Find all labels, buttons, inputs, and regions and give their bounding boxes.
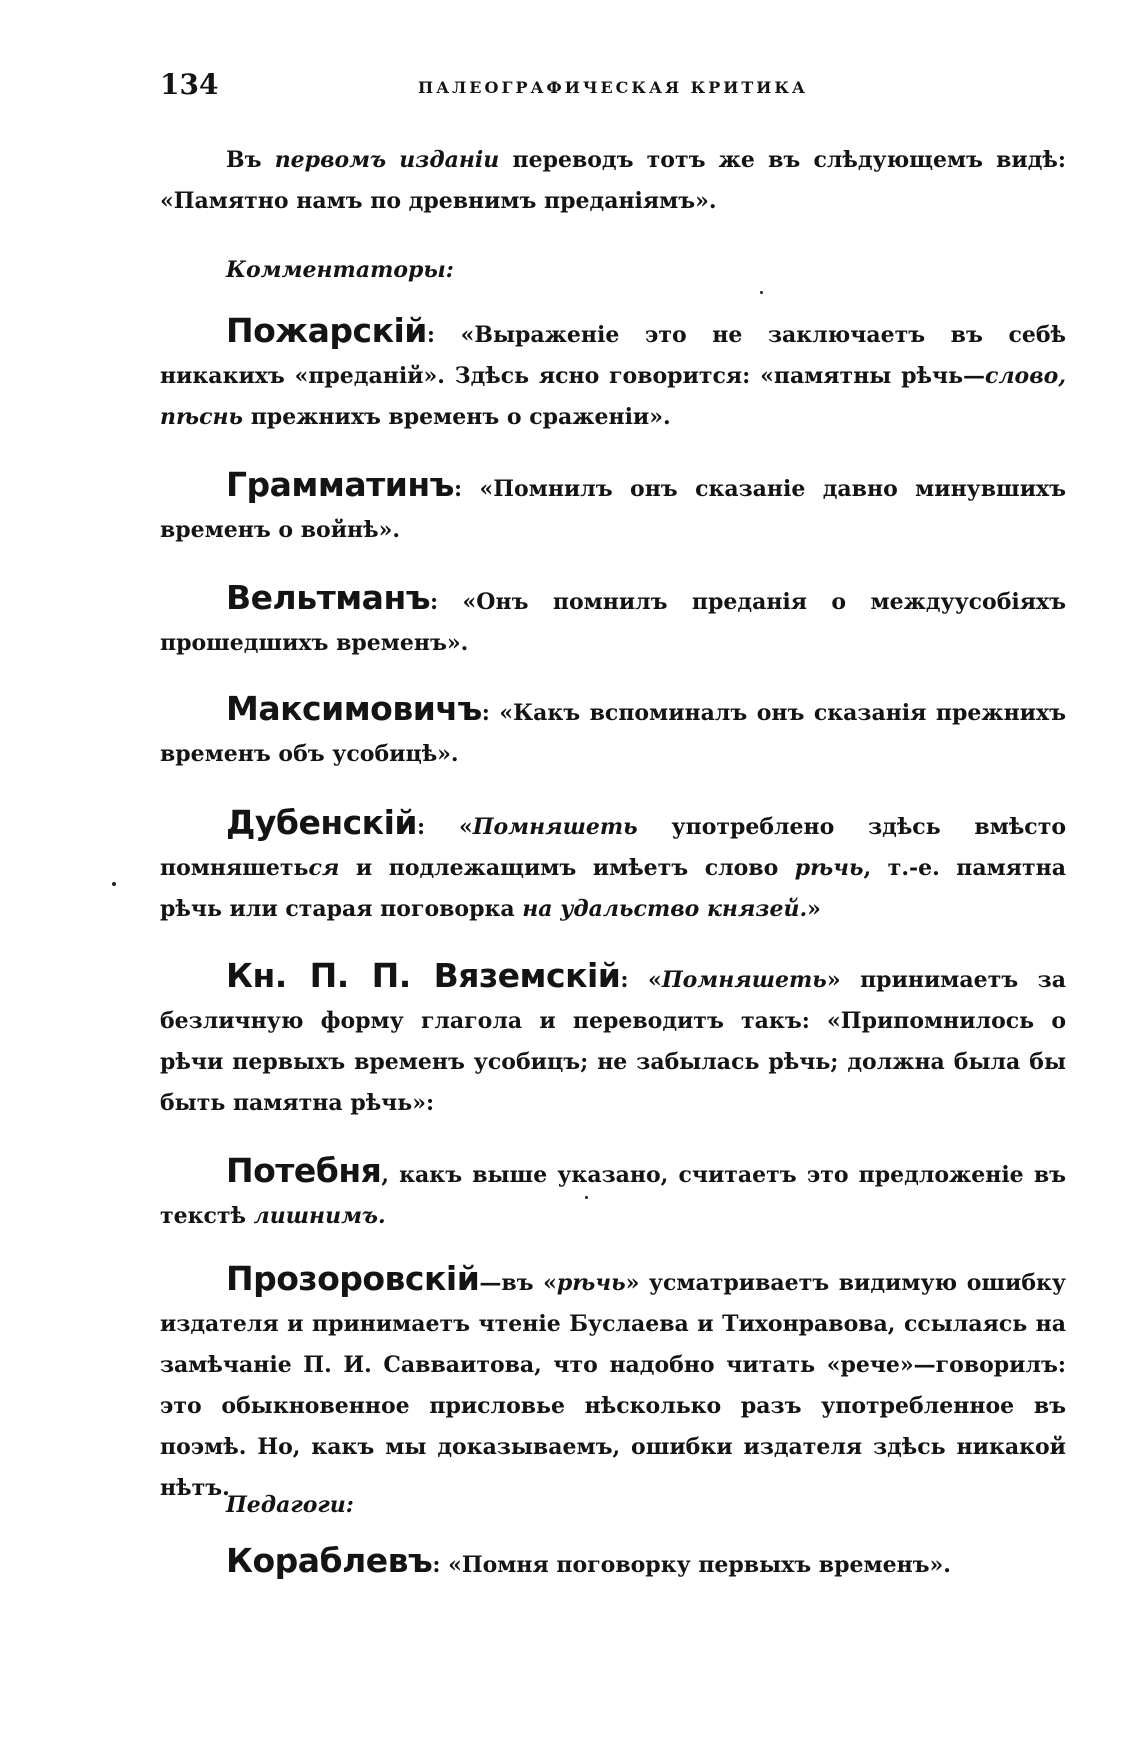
entry-italic: слово, пѣснь bbox=[160, 363, 1066, 430]
commentator-name: Максимовичъ bbox=[226, 689, 482, 728]
entry-text: » принимаетъ за безличную форму глагола и переводитъ такъ: «Припомнилось о рѣчи первыхъ временъ усобицъ; не забылась рѣчь; должна была бы быть памятна рѣчь»: bbox=[160, 967, 1066, 1116]
page-number: 134 bbox=[160, 68, 219, 101]
entry-grammatin bbox=[160, 464, 1066, 551]
intro-text-2: переводъ тотъ же въ слѣдующемъ видѣ: «Памятно намъ по древнимъ преданіямъ». bbox=[160, 147, 1066, 214]
scan-speck bbox=[585, 1196, 588, 1199]
intro-italic: первомъ изданіи bbox=[274, 147, 500, 173]
intro-paragraph bbox=[160, 140, 1066, 222]
entry-text: —въ « bbox=[479, 1270, 557, 1296]
entry-italic: Помняшеть bbox=[472, 814, 638, 840]
entry-text: » bbox=[807, 896, 821, 922]
intro-text-1: Въ bbox=[226, 147, 275, 173]
entry-text: : « bbox=[417, 814, 473, 840]
entry-text: употреблено здѣсь вмѣсто помняшеть bbox=[160, 814, 1066, 881]
entry-veltman bbox=[160, 577, 1066, 664]
commentator-name: Грамматинъ bbox=[226, 465, 454, 504]
entry-text: и подлежащимъ имѣетъ слово bbox=[339, 855, 795, 881]
scan-speck bbox=[112, 882, 116, 886]
commentator-name: Кораблевъ bbox=[226, 1541, 433, 1580]
entry-text: , т.-е. памятна рѣчь или старая поговорка bbox=[160, 855, 1066, 922]
entry-italic: рѣчь bbox=[794, 855, 864, 881]
entry-text: прежнихъ временъ о сраженіи». bbox=[243, 404, 671, 430]
commentator-name: Пожарскій bbox=[226, 311, 427, 350]
commentator-name: Вельтманъ bbox=[226, 578, 431, 617]
scan-speck bbox=[760, 291, 763, 294]
entry-text: : «Онъ помнилъ преданія о междуусобіяхъ прошедшихъ временъ». bbox=[160, 589, 1066, 656]
entry-text: : « bbox=[620, 967, 662, 993]
entry-prozorovsky bbox=[160, 1258, 1066, 1509]
entry-vyazemsky bbox=[160, 955, 1066, 1124]
entry-italic: рѣчь bbox=[556, 1270, 626, 1296]
entry-dubensky bbox=[160, 802, 1066, 930]
page-header bbox=[160, 68, 1066, 108]
commentator-name: Дубенскій bbox=[226, 803, 418, 842]
entry-italic: лишнимъ. bbox=[253, 1203, 386, 1229]
entry-pozharsky bbox=[160, 310, 1066, 438]
entry-italic: Помняшеть bbox=[661, 967, 827, 993]
pedagogues-heading: Педагоги: bbox=[226, 1492, 354, 1518]
entry-text: : «Помнилъ онъ сказаніе давно минувшихъ временъ о войнѣ». bbox=[160, 476, 1066, 543]
commentator-name: Потебня bbox=[226, 1151, 382, 1190]
entry-potebnya bbox=[160, 1150, 1066, 1237]
commentator-name: Прозоровскій bbox=[226, 1259, 480, 1298]
entry-text: » усматриваетъ видимую ошибку издателя и принимаетъ чтеніе Буслаева и Тихонравова, ссылаясь на замѣчаніе П. И. Савваитова, что надобно читать «рече»—говорилъ: это обыкновенное присловье нѣсколько разъ употребленное въ поэмѣ. Но, какъ мы доказываемъ, ошибки издателя здѣсь никакой нѣтъ. bbox=[160, 1270, 1066, 1501]
entry-text: : «Помня поговорку первыхъ временъ». bbox=[432, 1552, 951, 1578]
entry-text: : «Какъ вспоминалъ онъ сказанія прежнихъ временъ объ усобицѣ». bbox=[160, 700, 1066, 767]
commentators-heading: Комментаторы: bbox=[226, 257, 454, 283]
entry-text: , какъ выше указано, считаетъ это предложеніе въ текстѣ bbox=[160, 1162, 1066, 1229]
entry-maksimovich bbox=[160, 688, 1066, 775]
running-title: ПАЛЕОГРАФИЧЕСКАЯ КРИТИКА bbox=[418, 78, 808, 97]
entry-italic: ся bbox=[308, 855, 340, 881]
entry-italic: на удальство князей. bbox=[522, 896, 808, 922]
commentator-name: Кн. П. П. Вяземскій bbox=[226, 956, 621, 995]
entry-korablev bbox=[160, 1540, 1066, 1586]
entry-text: : «Выраженіе это не заключаетъ въ себѣ никакихъ «преданій». Здѣсь ясно говорится: «памятны рѣчь— bbox=[160, 322, 1066, 389]
